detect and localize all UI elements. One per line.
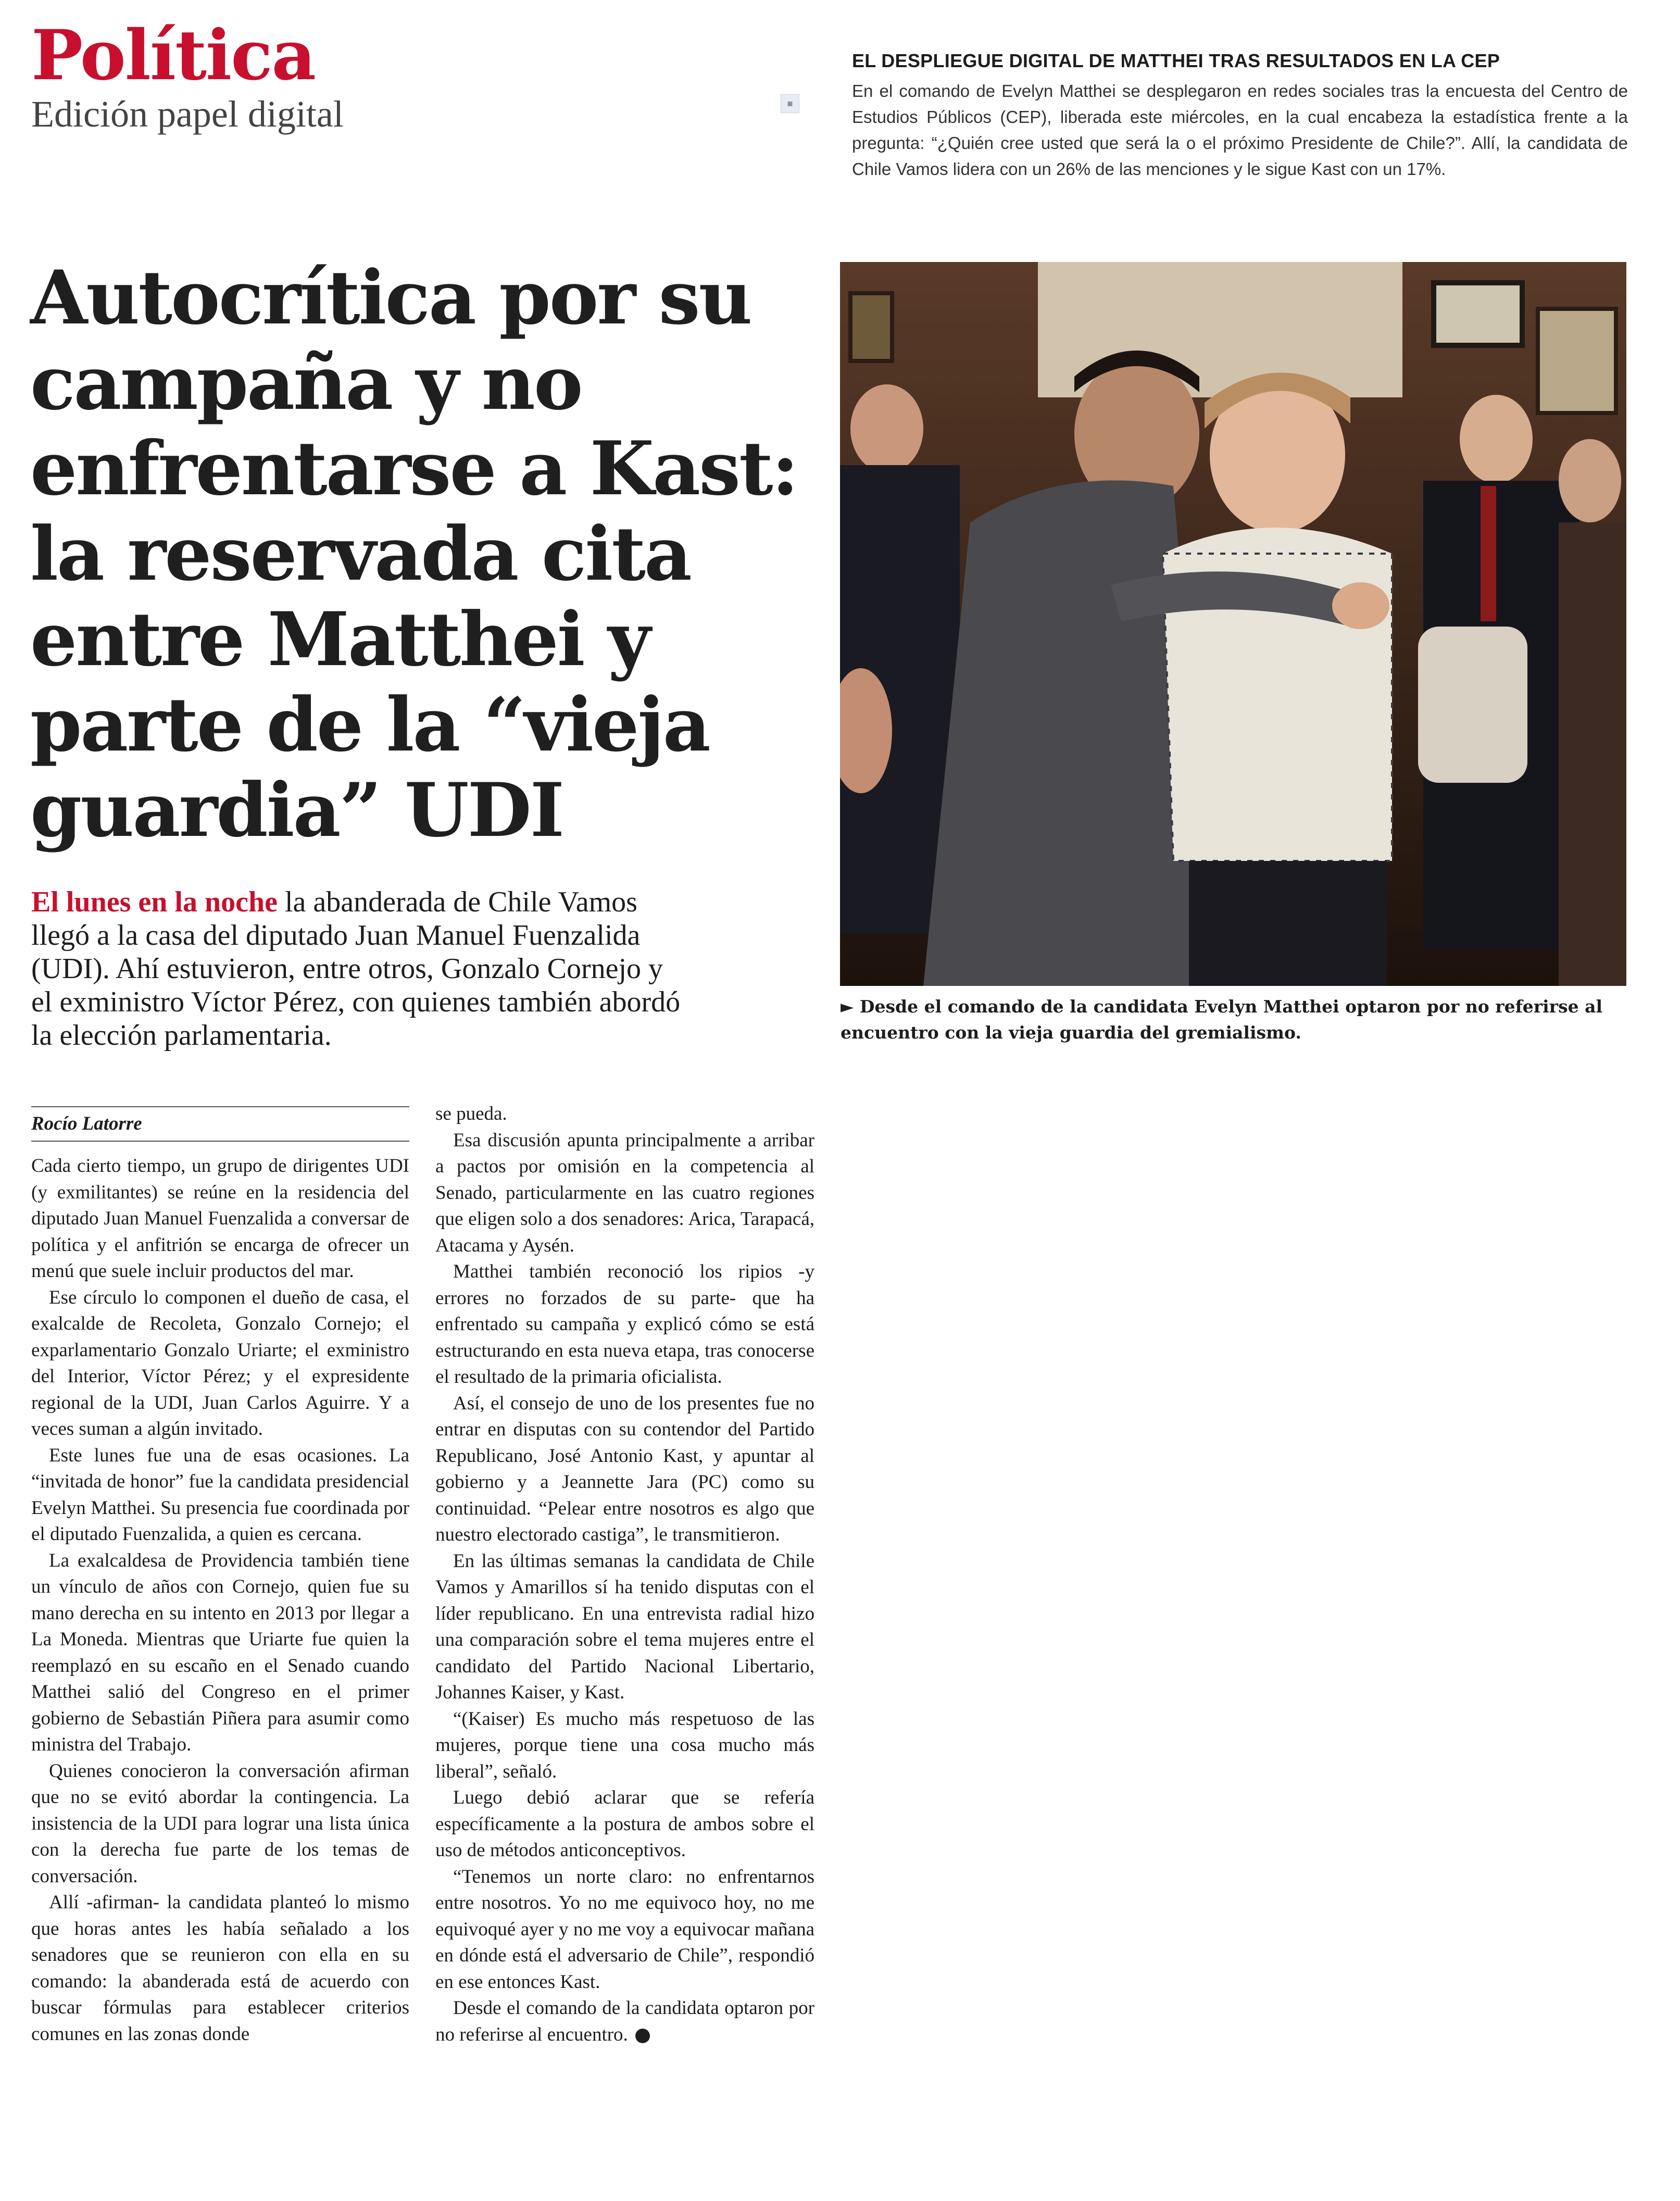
section-title: Política bbox=[31, 15, 316, 96]
deck-lead: El lunes en la noche bbox=[31, 886, 278, 918]
broken-image-icon: ▪ bbox=[781, 94, 799, 113]
final-sentence: Desde el comando de la candidata optaron por no referirse al encuentro. bbox=[435, 1997, 814, 2045]
paragraph: Esa discusión apunta principalmente a arribar a pactos por omisión en la competencia al Senado, particularmente en las cuatro regiones que eligen solo a dos senadores: Arica, Tarapacá, Atacama y Aysén. bbox=[435, 1129, 814, 1256]
paragraph: En las últimas semanas la candidata de Chile Vamos y Amarillos sí ha tenido disputas con el líder republicano. En una entrevista radial hizo una comparación sobre el tema mujeres entre el candidato del Partido Nacional Libertario, Johannes Kaiser, y Kast. bbox=[435, 1550, 814, 1703]
teaser-title: EL DESPLIEGUE DIGITAL DE MATTHEI TRAS RESULTADOS EN LA CEP bbox=[852, 50, 1500, 71]
paragraph: Este lunes fue una de esas ocasiones. La “invitada de honor” fue la candidata presidencial Evelyn Matthei. Su presencia fue coordinada por el diputado Fuenzalida, a quien es cercana. bbox=[31, 1444, 409, 1545]
paragraph-continuation: se pueda. bbox=[435, 1103, 507, 1124]
byline-rule-bottom bbox=[31, 1141, 409, 1142]
paragraph: “(Kaiser) Es mucho más respetuoso de las mujeres, porque tiene una cosa mucho más liberal”, señaló. bbox=[435, 1708, 814, 1782]
paragraph: “Tenemos un norte claro: no enfrentarnos entre nosotros. Yo no me equivoco hoy, no me equivoqué ayer y no me voy a equivocar mañana en dónde está el adversario de Chile”, respondió en ese entonces Kast. bbox=[435, 1866, 814, 1993]
paragraph: La exalcaldesa de Providencia también tiene un vínculo de años con Cornejo, quien fue su mano derecha en su intento en 2013 por llegar a La Moneda. Mientras que Uriarte fue quien la reemplazó en su escaño en el Senado cuando Matthei salió del Congreso en el primer gobierno de Sebastián Piñera para asumir como ministra del Trabajo. bbox=[31, 1549, 409, 1755]
paragraph: Allí -afirman- la candidata planteó lo mismo que horas antes les había señalado a los senadores que se reunieron con ella en su comando: la abanderada está de acuerdo con buscar fórmulas para establecer criterios comunes en las zonas donde bbox=[31, 1892, 409, 2045]
article-headline: Autocrítica por su campaña y no enfrentarse a Kast: la reservada cita entre Matthei y parte de la “vieja guardia” UDI bbox=[30, 255, 798, 854]
deck-text: la abanderada de Chile Vamos llegó a la casa del diputado Juan Manuel Fuenzalida (UDI). Ahí estuvieron, entre otros, Gonzalo Cornejo y el exministro Víctor Pérez, con quienes también abordó la elección parlamentaria. bbox=[31, 886, 681, 1052]
end-of-article-icon bbox=[635, 2029, 650, 2043]
teaser-box bbox=[852, 50, 1628, 182]
byline: Rocío Latorre bbox=[31, 1113, 142, 1134]
photo-caption: ► Desde el comando de la candidata Evelyn Matthei optaron por no referirse al encuentro con la vieja guardia del gremialismo. bbox=[841, 996, 1603, 1043]
paragraph: Quienes conocieron la conversación afirman que no se evitó abordar la contingencia. La insistencia de la UDI para lograr una lista única con la derecha fue parte de los temas de conversación. bbox=[31, 1760, 409, 1887]
edition-label: Edición papel digital bbox=[31, 93, 344, 135]
article-photo bbox=[840, 262, 1626, 986]
paragraph: Así, el consejo de uno de los presentes fue no entrar en disputas con su contendor del Partido Republicano, José Antonio Kast, y apuntar al gobierno y a Jeannette Jara (PC) como su continuidad. “Pelear entre nosotros es algo que nuestro electorado castiga”, le transmitieron. bbox=[435, 1392, 814, 1545]
teaser-body: En el comando de Evelyn Matthei se desplegaron en redes sociales tras la encuesta del Centro de Estudios Públicos (CEP), liberada este miércoles, en la cual encabeza la estadística frente a la pregunta: “¿Quién cree usted que será la o el próximo Presidente de Chile?”. Allí, la candidata de Chile Vamos lidera con un 26% de las menciones y le sigue Kast con un 17%. bbox=[852, 81, 1628, 179]
byline-rule-top bbox=[31, 1106, 409, 1107]
article-deck bbox=[31, 885, 687, 1052]
body-column-1 bbox=[31, 1153, 409, 2047]
paragraph: Luego debió aclarar que se refería específicamente a la postura de ambos sobre el uso de métodos anticonceptivos. bbox=[435, 1787, 814, 1861]
photo-illustration bbox=[840, 262, 1626, 986]
body-column-2 bbox=[435, 1101, 814, 2048]
paragraph: Matthei también reconoció los ripios -y errores no forzados de su parte- que ha enfrentado su campaña y explicó cómo se está estructurando en esta nueva etapa, tras conocerse el resultado de la primaria oficialista. bbox=[435, 1261, 814, 1387]
paragraph-final bbox=[435, 1995, 814, 2048]
paragraph: Ese círculo lo componen el dueño de casa, el exalcalde de Recoleta, Gonzalo Cornejo; el exparlamentario Gonzalo Uriarte; el exministro del Interior, Víctor Pérez; y el expresidente regional de la UDI, Juan Carlos Aguirre. Y a veces suman a algún invitado. bbox=[31, 1286, 409, 1440]
paragraph: Cada cierto tiempo, un grupo de dirigentes UDI (y exmilitantes) se reúne en la residencia del diputado Juan Manuel Fuenzalida a conversar de política y el anfitrión se encarga de ofrecer un menú que suele incluir productos del mar. bbox=[31, 1155, 409, 1282]
